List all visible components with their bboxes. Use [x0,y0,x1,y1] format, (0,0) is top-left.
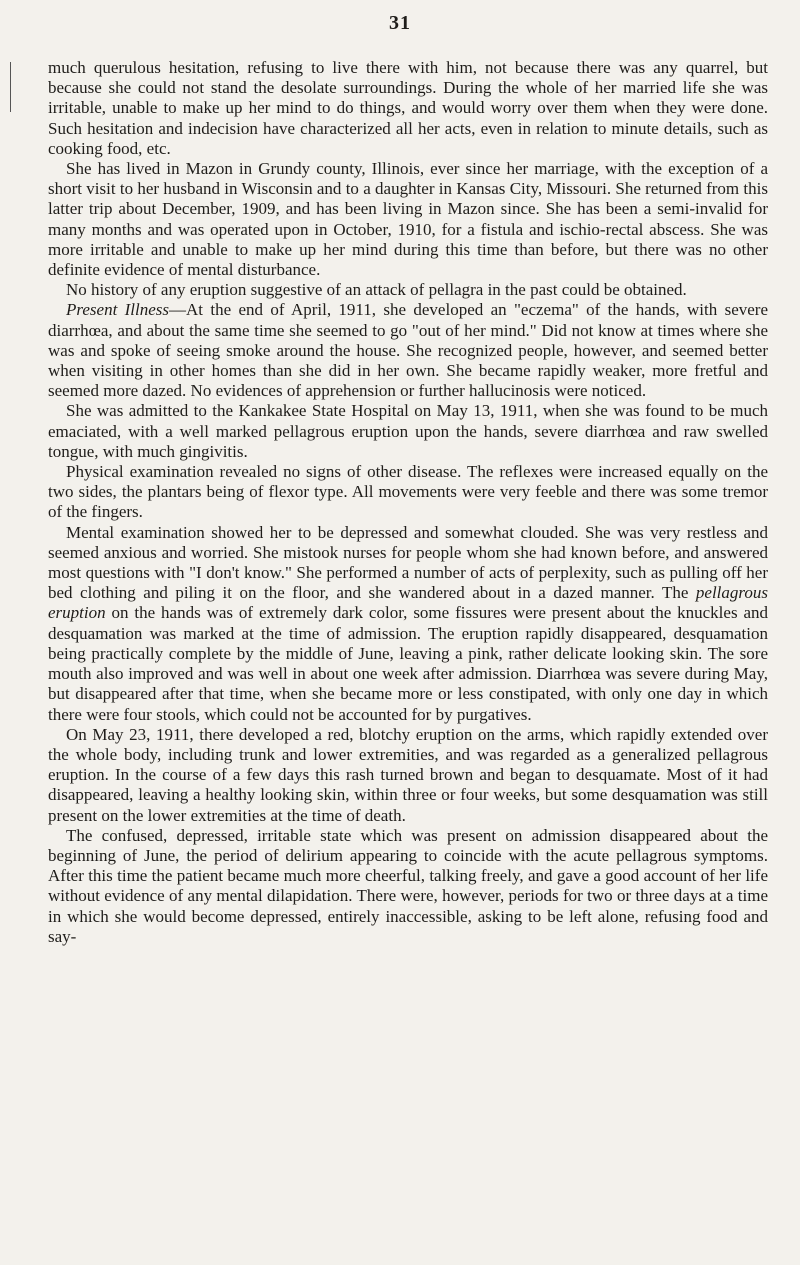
present-illness-text: —At the end of April, 1911, she developed an "eczema" of the hands, with severe diarrhœa, and about the same time she seemed to go "out of her mind." Did not know at times where she was and spoke of seeing smoke around the house. She recognized people, however, and seemed better when visiting in other homes than she did in her own. She became rapidly weaker, more fretful and seemed more dazed. No evidences of apprehension or further hallucinosis were noticed. [48,300,768,401]
paragraph-admission: She was admitted to the Kankakee State Hospital on May 13, 1911, when she was found to be much emaciated, with a well marked pellagrous eruption upon the hands, severe diarrhœa and raw swelled tongue, with much gingivitis. [48,401,768,461]
paragraph-continuation: much querulous hesitation, refusing to live there with him, not because there was any quarrel, but because she could not stand the desolate surroundings. During the whole of her married life she was irritable, unable to make up her mind to do things, and would worry over them when they were done. Such hesitation and indecision have characterized all her acts, even in relation to minute details, such as cooking food, etc. [48,58,768,158]
paragraph-course: The confused, depressed, irritable state which was present on admission disappeared about the beginning of June, the period of delirium appearing to coincide with the acute pellagrous symptoms. After this time the patient became much more cheerful, talking freely, and gave a good account of her life without evidence of any mental dilapidation. There were, however, periods for two or three days at a time in which she would become depressed, entirely inaccessible, asking to be left alone, refusing food and say- [48,825,768,946]
document-body [48,58,768,947]
section-heading-present-illness: Present Illness [66,300,170,320]
paragraph-generalized-eruption: On May 23, 1911, there developed a red, blotchy eruption on the arms, which rapidly extended over the whole body, including trunk and lower extremities, and was regarded as a generalized pellagrous eruption. In the course of a few days this rash turned brown and began to desquamate. Most of it had disappeared, leaving a healthy looking skin, within three or four weeks, but some desquamation was still present on the lower extremities at the time of death. [48,724,768,825]
paragraph-physical-exam: Physical examination revealed no signs of other disease. The reflexes were increased equally on the two sides, the plantars being of flexor type. All movements were very feeble and there was some tremor of the fingers. [48,462,768,522]
paragraph-residence: She has lived in Mazon in Grundy county, Illinois, ever since her marriage, with the exception of a short visit to her husband in Wisconsin and to a daughter in Kansas City, Missouri. She returned from this latter trip about December, 1909, and has been living in Mazon since. She has been a semi-invalid for many months and was operated upon in October, 1910, for a fistula and ischio-rectal abscess. She was more irritable and unable to make up her mind during this time than before, but there was no other definite evidence of mental disturbance. [48,159,768,280]
mental-exam-text-end: on the hands was of extremely dark color, some fissures were present about the knuckles and desquamation was marked at the time of admission. The eruption rapidly disappeared, desquamation being practically complete by the middle of June, leaving a pink, rather delicate looking skin. The sore mouth also improved and was well in about one week after admission. Diarrhœa was severe during May, but disappeared after that time, when she became more or less constipated, with only one day in which there were four stools, which could not be accounted for by purgatives. [48,603,768,724]
page-number: 31 [389,12,411,34]
mental-exam-text-start: Mental examination showed her to be depressed and somewhat clouded. She was very restless and seemed anxious and worried. She mistook nurses for people whom she had known before, and answered most questions with "I don't know." She performed a number of acts of perplexity, such as pulling off her bed clothing and piling it on the floor, and she wandered about in a dazed manner. The [48,522,768,603]
paragraph-mental-exam [48,523,768,725]
italic-phrase: pellagrous eruption [48,583,768,623]
paragraph-present-illness [48,300,768,401]
margin-rule [10,62,11,112]
paragraph-history: No history of any eruption suggestive of an attack of pellagra in the past could be obtained. [66,280,687,300]
